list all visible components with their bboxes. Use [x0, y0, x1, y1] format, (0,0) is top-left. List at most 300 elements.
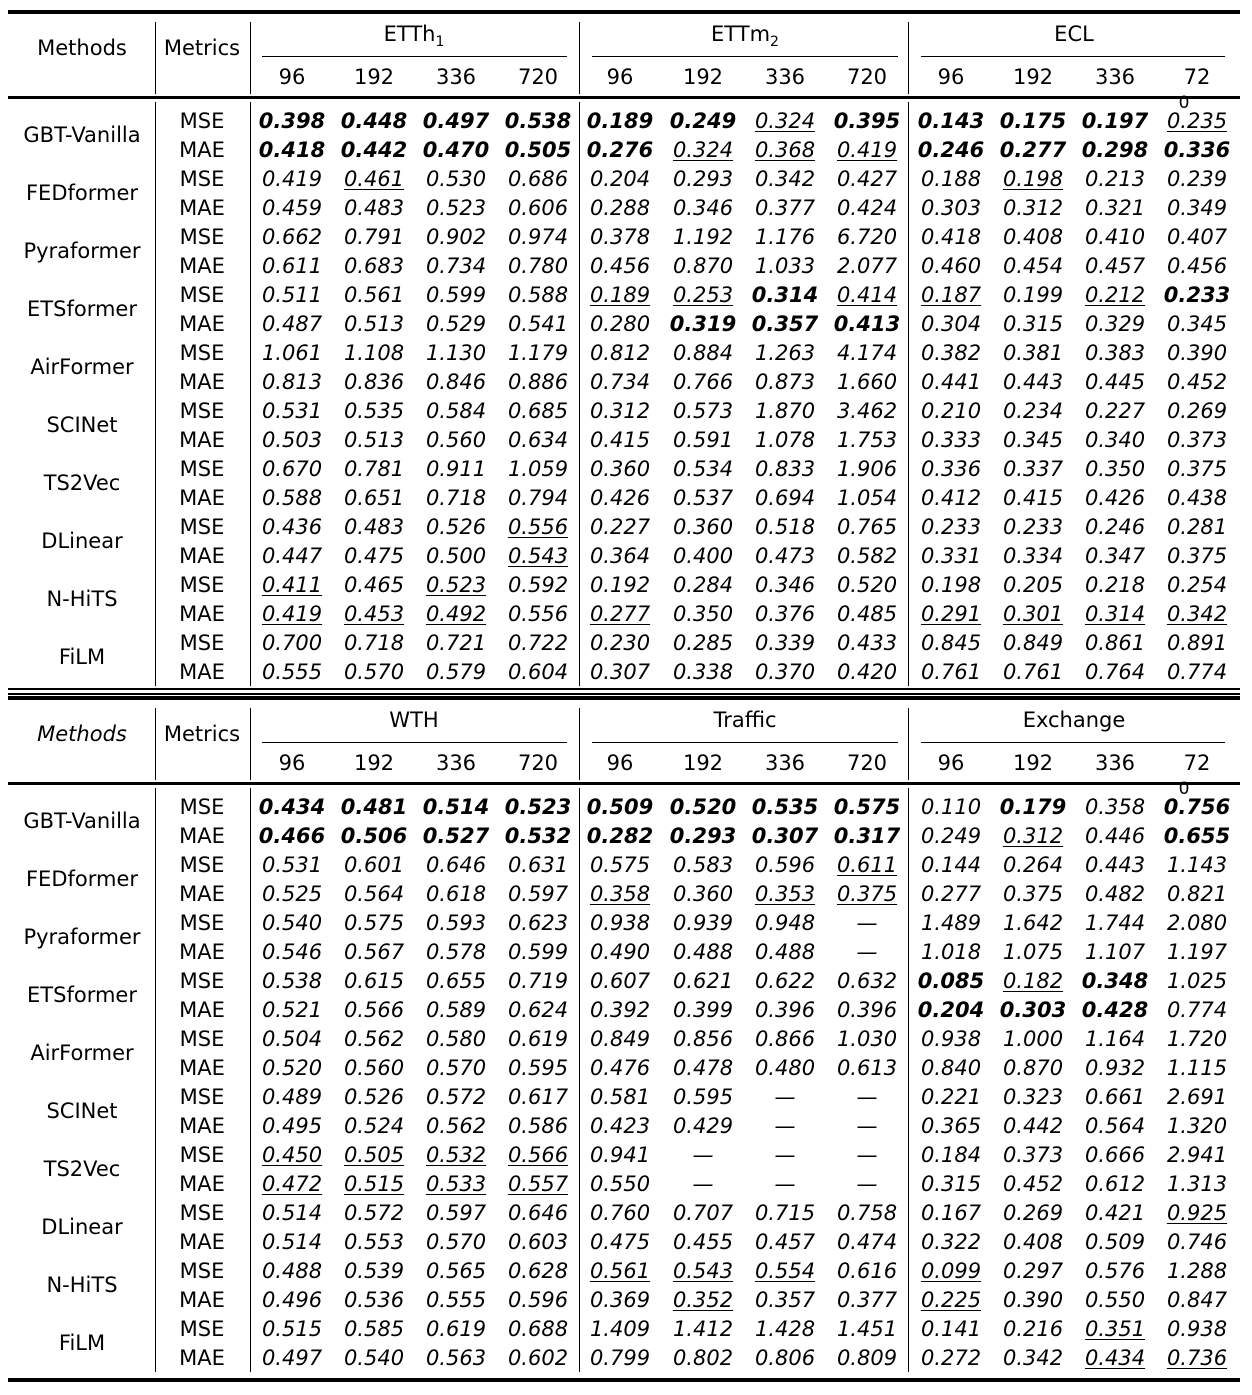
column-separator — [155, 102, 156, 686]
table-cell: — — [692, 1172, 714, 1196]
table-cell: 0.338 — [672, 660, 734, 684]
table-cell: 0.408 — [1002, 225, 1064, 249]
table-cell: 0.886 — [507, 370, 569, 394]
table-cell: 0.485 — [836, 602, 898, 626]
table-cell: 0.426 — [589, 486, 651, 510]
table-cell: — — [774, 1172, 796, 1196]
table-cell: 0.433 — [836, 631, 898, 655]
table-cell: 0.192 — [589, 573, 651, 597]
table-cell: 0.456 — [589, 254, 651, 278]
table-cell: — — [774, 1114, 796, 1138]
table-cell: 0.233 — [1163, 283, 1231, 307]
table-cell: 0.221 — [920, 1085, 982, 1109]
table-cell: 0.205 — [1002, 573, 1064, 597]
table-cell: 0.459 — [261, 196, 323, 220]
table-cell: 0.110 — [920, 795, 982, 819]
table-cell: 0.352 — [672, 1288, 734, 1312]
table-cell: 1.906 — [836, 457, 898, 481]
table-cell: 0.323 — [1002, 1085, 1064, 1109]
table-cell: 0.413 — [833, 312, 901, 336]
table-cell: 1.753 — [836, 428, 898, 452]
table-cell: 0.253 — [672, 283, 734, 307]
table-cell: 0.488 — [672, 940, 734, 964]
metric-label: MSE — [179, 573, 225, 597]
table-cell: 0.446 — [1084, 824, 1146, 848]
metric-label: MSE — [179, 1027, 225, 1051]
table-cell: 0.443 — [1002, 370, 1064, 394]
table-cell: 0.581 — [589, 1085, 651, 1109]
table-cell: 0.870 — [672, 254, 734, 278]
table-cell: 0.276 — [586, 138, 654, 162]
table-cell: 1.870 — [754, 399, 816, 423]
table-cell: 0.350 — [672, 602, 734, 626]
table-cell: 0.336 — [1163, 138, 1231, 162]
table-cell: 0.375 — [1166, 457, 1228, 481]
table-cell: 0.606 — [507, 196, 569, 220]
column-separator — [908, 708, 909, 780]
table-cell: 0.550 — [1084, 1288, 1146, 1312]
metric-label: MAE — [179, 1056, 225, 1080]
table-cell: 0.617 — [507, 1085, 569, 1109]
table-cell: 0.870 — [1002, 1056, 1064, 1080]
table-cell: 1.179 — [507, 341, 569, 365]
metric-label: MSE — [179, 341, 225, 365]
table-cell: 0.216 — [1002, 1317, 1064, 1341]
table-cell: 0.628 — [507, 1259, 569, 1283]
table-cell: 0.490 — [589, 940, 651, 964]
table-cell: 0.561 — [589, 1259, 651, 1283]
table-cell: 0.655 — [425, 969, 487, 993]
table-cell: 1.033 — [754, 254, 816, 278]
table-top-rule — [8, 10, 1240, 14]
table-cell: 0.562 — [343, 1027, 405, 1051]
table-cell: 0.478 — [672, 1056, 734, 1080]
table-cell: 0.377 — [836, 1288, 898, 1312]
table-cell: 0.474 — [836, 1230, 898, 1254]
table-cell: 0.582 — [836, 544, 898, 568]
table-cell: — — [774, 1085, 796, 1109]
table-cell: 0.317 — [833, 824, 901, 848]
table-cell: 0.282 — [586, 824, 654, 848]
table-cell: 0.198 — [920, 573, 982, 597]
table-cell: 0.495 — [261, 1114, 323, 1138]
table-cell: 0.272 — [920, 1346, 982, 1370]
metric-label: MSE — [179, 109, 225, 133]
table-cell: 0.509 — [586, 795, 654, 819]
metric-label: MAE — [179, 1346, 225, 1370]
dataset-name: ECL — [1054, 22, 1094, 46]
table-cell: 0.646 — [425, 853, 487, 877]
table-cell: 0.315 — [1002, 312, 1064, 336]
column-separator — [908, 102, 909, 686]
table-cell: 0.634 — [507, 428, 569, 452]
dataset-name: Traffic — [713, 708, 777, 732]
table-cell: 0.312 — [1002, 824, 1064, 848]
table-cell: 1.451 — [836, 1317, 898, 1341]
dataset-name: ETTh — [383, 22, 436, 46]
table-cell: 0.555 — [425, 1288, 487, 1312]
table-cell: 0.821 — [1166, 882, 1228, 906]
horizon-header: 72 — [1183, 65, 1211, 89]
table-cell: 0.376 — [754, 602, 816, 626]
table-cell: 0.307 — [751, 824, 819, 848]
table-cell: 0.567 — [343, 940, 405, 964]
dataset-header — [384, 20, 445, 56]
table-cell: 0.377 — [754, 196, 816, 220]
table-cell: 0.555 — [261, 660, 323, 684]
dataset-header — [711, 20, 779, 56]
horizon-header: 192 — [682, 751, 724, 775]
dataset-header — [389, 706, 438, 734]
table-cell: 0.414 — [836, 283, 898, 307]
table-cell: 0.736 — [1166, 1346, 1228, 1370]
table-cell: 0.246 — [1084, 515, 1146, 539]
table-cell: 0.622 — [754, 969, 816, 993]
table-cell: 0.227 — [589, 515, 651, 539]
table-cell: 0.780 — [507, 254, 569, 278]
table-cell: 0.774 — [1166, 660, 1228, 684]
table-cell: 0.452 — [1002, 1172, 1064, 1196]
horizon-header: 96 — [606, 65, 634, 89]
table-cell: 0.482 — [1084, 882, 1146, 906]
table-cell: 0.585 — [343, 1317, 405, 1341]
table-cell: 0.254 — [1166, 573, 1228, 597]
table-cell: 1.000 — [1002, 1027, 1064, 1051]
table-cell: 0.651 — [343, 486, 405, 510]
dataset-header — [1054, 20, 1094, 48]
dataset-cmidrule — [921, 56, 1225, 57]
table-cell: 0.342 — [1002, 1346, 1064, 1370]
table-cell: 0.530 — [425, 167, 487, 191]
table-cell: 0.351 — [1084, 1317, 1146, 1341]
table-cell: 0.578 — [425, 940, 487, 964]
table-cell: 0.277 — [999, 138, 1067, 162]
dataset-subscript: 1 — [435, 34, 445, 51]
table-cell: 0.213 — [1084, 167, 1146, 191]
table-cell: 0.369 — [589, 1288, 651, 1312]
table-cell: 0.398 — [258, 109, 326, 133]
horizon-header: 720 — [846, 65, 888, 89]
table-cell: 0.370 — [754, 660, 816, 684]
table-cell: 0.497 — [261, 1346, 323, 1370]
metrics-header: Metrics — [163, 722, 241, 746]
table-cell: 0.532 — [425, 1143, 487, 1167]
table-cell: 0.277 — [920, 882, 982, 906]
table-cell: 0.505 — [504, 138, 572, 162]
horizon-header: 192 — [353, 65, 395, 89]
metric-label: MSE — [179, 1259, 225, 1283]
table-cell: 1.313 — [1166, 1172, 1228, 1196]
column-separator — [250, 788, 251, 1372]
method-name: FEDformer — [25, 181, 139, 205]
table-cell: 0.623 — [507, 911, 569, 935]
table-cell: 0.764 — [1084, 660, 1146, 684]
table-cell: 0.593 — [425, 911, 487, 935]
table-cell: 0.514 — [261, 1230, 323, 1254]
table-cell: 0.533 — [425, 1172, 487, 1196]
table-cell: 0.333 — [920, 428, 982, 452]
table-cell: 1.320 — [1166, 1114, 1228, 1138]
table-cell: 0.722 — [507, 631, 569, 655]
table-cell: — — [856, 1172, 878, 1196]
table-cell: 0.249 — [669, 109, 737, 133]
method-name: DLinear — [41, 1215, 123, 1239]
table-cell: 0.774 — [1166, 998, 1228, 1022]
table-cell: 0.400 — [672, 544, 734, 568]
table-cell: 0.646 — [507, 1201, 569, 1225]
table-cell: 0.596 — [507, 1288, 569, 1312]
table-cell: 0.457 — [754, 1230, 816, 1254]
table-cell: 0.288 — [589, 196, 651, 220]
table-cell: 0.523 — [504, 795, 572, 819]
table-cell: 0.277 — [589, 602, 651, 626]
table-cell: 0.410 — [1084, 225, 1146, 249]
table-cell: 0.476 — [589, 1056, 651, 1080]
horizon-header: 336 — [435, 751, 477, 775]
horizon-header: 720 — [846, 751, 888, 775]
table-cell: 0.505 — [343, 1143, 405, 1167]
horizon-header: 192 — [353, 751, 395, 775]
table-cell: 0.225 — [920, 1288, 982, 1312]
horizon-header: 336 — [1094, 751, 1136, 775]
table-cell: 0.537 — [672, 486, 734, 510]
table-cell: 0.575 — [833, 795, 901, 819]
table-cell: 0.453 — [343, 602, 405, 626]
table-cell: 0.264 — [1002, 853, 1064, 877]
table-cell: 0.618 — [425, 882, 487, 906]
metric-label: MSE — [179, 167, 225, 191]
table-cell: 0.939 — [672, 911, 734, 935]
table-cell: 0.572 — [425, 1085, 487, 1109]
table-cell: 0.141 — [920, 1317, 982, 1341]
table-cell: 0.521 — [261, 998, 323, 1022]
table-cell: 0.329 — [1084, 312, 1146, 336]
table-cell: 0.546 — [261, 940, 323, 964]
table-cell: 0.543 — [507, 544, 569, 568]
table-cell: 0.496 — [261, 1288, 323, 1312]
table-cell: 0.615 — [343, 969, 405, 993]
horizon-header: 96 — [937, 65, 965, 89]
table-cell: 0.447 — [261, 544, 323, 568]
table-cell: 0.619 — [507, 1027, 569, 1051]
table-cell: 0.281 — [1166, 515, 1228, 539]
table-cell: 0.707 — [672, 1201, 734, 1225]
table-cell: 2.077 — [836, 254, 898, 278]
horizon-header: 336 — [435, 65, 477, 89]
table-cell: 0.932 — [1084, 1056, 1146, 1080]
metric-label: MAE — [179, 254, 225, 278]
table-cell: 0.438 — [1166, 486, 1228, 510]
table-cell: 1.428 — [754, 1317, 816, 1341]
table-cell: 0.360 — [589, 457, 651, 481]
table-cell: 0.188 — [920, 167, 982, 191]
metric-label: MAE — [179, 312, 225, 336]
table-cell: 0.592 — [507, 573, 569, 597]
table-cell: 0.480 — [754, 1056, 816, 1080]
horizon-header: 720 — [517, 65, 559, 89]
method-name: TS2Vec — [43, 471, 121, 495]
table-cell: 0.269 — [1166, 399, 1228, 423]
table-cell: 0.234 — [1002, 399, 1064, 423]
method-name: Pyraformer — [23, 239, 141, 263]
table-cell: 1.075 — [1002, 940, 1064, 964]
column-separator — [579, 788, 580, 1372]
table-cell: 1.288 — [1166, 1259, 1228, 1283]
table-cell: 0.285 — [672, 631, 734, 655]
table-cell: 0.441 — [920, 370, 982, 394]
table-cell: 0.269 — [1002, 1201, 1064, 1225]
table-cell: 0.791 — [343, 225, 405, 249]
table-cell: 0.235 — [1166, 109, 1228, 133]
column-separator — [579, 22, 580, 94]
table-cell: 0.602 — [507, 1346, 569, 1370]
table-cell: 0.688 — [507, 1317, 569, 1341]
horizon-header: 96 — [278, 751, 306, 775]
table-cell: 0.239 — [1166, 167, 1228, 191]
dataset-cmidrule — [592, 56, 898, 57]
table-cell: 0.412 — [920, 486, 982, 510]
table-cell: 0.685 — [507, 399, 569, 423]
table-cell: 0.761 — [920, 660, 982, 684]
table-cell: 0.662 — [261, 225, 323, 249]
table-cell: 0.866 — [754, 1027, 816, 1051]
table-cell: 0.564 — [1084, 1114, 1146, 1138]
column-separator — [579, 102, 580, 686]
table-cell: 0.599 — [507, 940, 569, 964]
table-cell: 0.099 — [920, 1259, 982, 1283]
metric-label: MSE — [179, 457, 225, 481]
table-cell: 0.683 — [343, 254, 405, 278]
horizon-header: 72 — [1183, 751, 1211, 775]
table-cell: 0.466 — [258, 824, 326, 848]
table-cell: 0.534 — [672, 457, 734, 481]
table-cell: 0.481 — [340, 795, 408, 819]
table-cell: 0.624 — [507, 998, 569, 1022]
table-cell: 0.175 — [999, 109, 1067, 133]
metric-label: MAE — [179, 1230, 225, 1254]
table-cell: 0.520 — [261, 1056, 323, 1080]
table-cell: 0.357 — [754, 1288, 816, 1312]
dataset-cmidrule — [262, 742, 567, 743]
table-cell: 0.314 — [751, 283, 819, 307]
table-cell: 0.562 — [425, 1114, 487, 1138]
table-cell: 0.418 — [920, 225, 982, 249]
table-cell: 0.718 — [425, 486, 487, 510]
table-cell: 0.303 — [920, 196, 982, 220]
table-cell: 0.461 — [343, 167, 405, 191]
table-cell: 0.579 — [425, 660, 487, 684]
table-cell: 0.426 — [1084, 486, 1146, 510]
table-cell: 0.233 — [1002, 515, 1064, 539]
table-cell: 1.061 — [261, 341, 323, 365]
column-separator — [579, 708, 580, 780]
table-cell: 0.670 — [261, 457, 323, 481]
methods-header: Methods — [37, 722, 127, 746]
table-cell: — — [856, 1085, 878, 1109]
metric-label: MSE — [179, 795, 225, 819]
table-cell: 0.167 — [920, 1201, 982, 1225]
table-cell: 0.591 — [672, 428, 734, 452]
table-cell: 0.556 — [507, 515, 569, 539]
table-cell: 0.360 — [672, 515, 734, 539]
metric-label: MSE — [179, 911, 225, 935]
table-cell: 1.263 — [754, 341, 816, 365]
table-cell: 0.455 — [672, 1230, 734, 1254]
table-cell: 0.925 — [1166, 1201, 1228, 1225]
horizon-header-overflow: 0 — [1178, 93, 1190, 113]
table-cell: 0.941 — [589, 1143, 651, 1167]
column-separator — [250, 708, 251, 780]
table-cell: 0.570 — [343, 660, 405, 684]
table-cell: 0.312 — [1002, 196, 1064, 220]
table-cell: 0.506 — [340, 824, 408, 848]
table-cell: 0.381 — [1002, 341, 1064, 365]
table-cell: 0.564 — [343, 882, 405, 906]
table-cell: 0.531 — [261, 853, 323, 877]
table-cell: 0.809 — [836, 1346, 898, 1370]
metric-label: MAE — [179, 660, 225, 684]
table-header-rule — [8, 96, 1240, 99]
table-cell: 1.078 — [754, 428, 816, 452]
table-cell: 0.419 — [836, 138, 898, 162]
table-cell: 0.365 — [920, 1114, 982, 1138]
table-cell: 0.360 — [672, 882, 734, 906]
table-cell: 0.378 — [589, 225, 651, 249]
horizon-header-overflow: 0 — [1178, 779, 1190, 799]
table-cell: — — [774, 1143, 796, 1167]
table-cell: 0.450 — [261, 1143, 323, 1167]
table-cell: 0.523 — [425, 196, 487, 220]
table-cell: 0.324 — [672, 138, 734, 162]
table-cell: 2.080 — [1166, 911, 1228, 935]
table-cell: 0.331 — [920, 544, 982, 568]
metric-label: MSE — [179, 1143, 225, 1167]
table-separator-rule — [8, 693, 1240, 695]
table-cell: 0.761 — [1002, 660, 1064, 684]
table-cell: 0.938 — [1166, 1317, 1228, 1341]
table-cell: 0.315 — [920, 1172, 982, 1196]
horizon-header: 336 — [764, 65, 806, 89]
table-cell: — — [856, 1114, 878, 1138]
table-cell: 0.454 — [1002, 254, 1064, 278]
table-cell: 0.595 — [507, 1056, 569, 1080]
table-cell: 0.527 — [422, 824, 490, 848]
table-cell: 0.597 — [507, 882, 569, 906]
table-cell: 0.584 — [425, 399, 487, 423]
table-cell: 0.849 — [1002, 631, 1064, 655]
table-cell: 0.204 — [917, 998, 985, 1022]
table-cell: 0.806 — [754, 1346, 816, 1370]
table-cell: 0.399 — [672, 998, 734, 1022]
table-cell: 0.529 — [425, 312, 487, 336]
table-cell: 1.130 — [425, 341, 487, 365]
table-cell: 0.373 — [1002, 1143, 1064, 1167]
table-cell: 0.187 — [920, 283, 982, 307]
table-cell: 0.337 — [1002, 457, 1064, 481]
table-cell: 0.586 — [507, 1114, 569, 1138]
table-cell: 0.572 — [343, 1201, 405, 1225]
table-cell: 0.358 — [589, 882, 651, 906]
table-cell: — — [856, 1143, 878, 1167]
table-cell: 0.307 — [589, 660, 651, 684]
table-cell: 0.375 — [1002, 882, 1064, 906]
table-cell: 1.143 — [1166, 853, 1228, 877]
metric-label: MAE — [179, 196, 225, 220]
table-cell: 1.107 — [1084, 940, 1146, 964]
metric-label: MSE — [179, 969, 225, 993]
table-cell: 0.304 — [920, 312, 982, 336]
table-cell: 0.407 — [1166, 225, 1228, 249]
